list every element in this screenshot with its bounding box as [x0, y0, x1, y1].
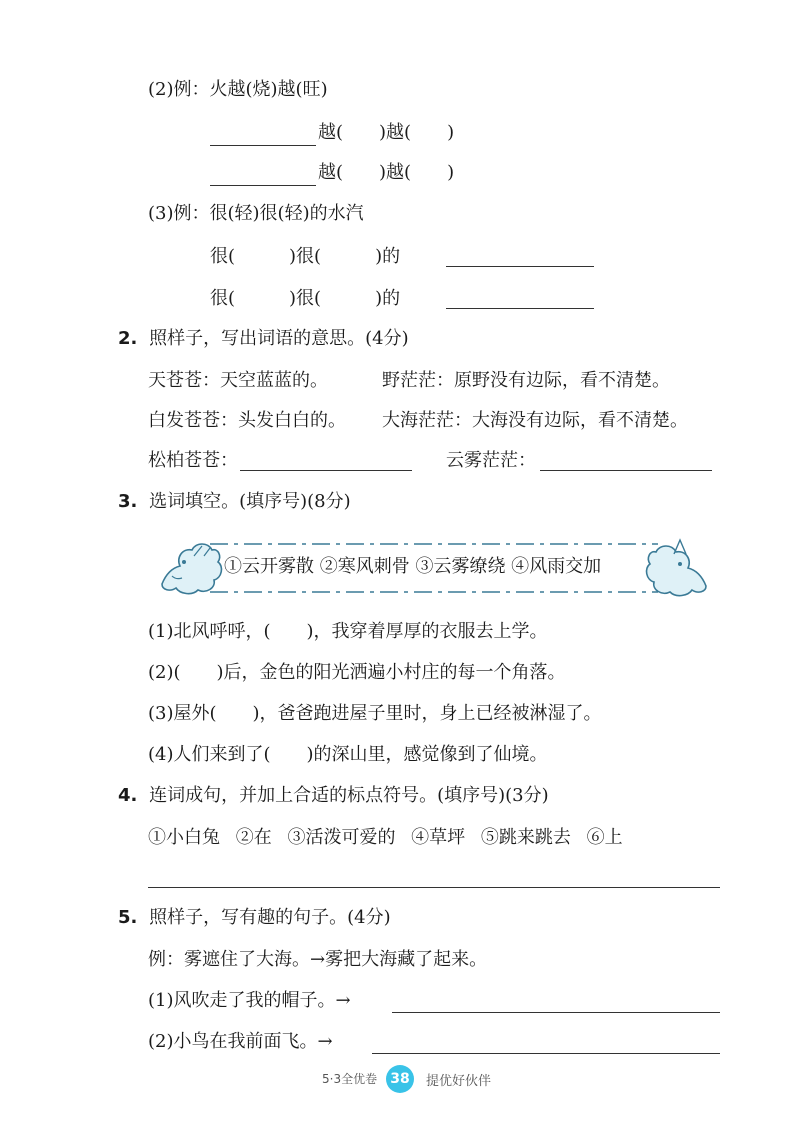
answer-line[interactable] — [392, 1012, 720, 1013]
question-4-heading — [118, 784, 549, 808]
question-title: 连词成句，并加上合适的标点符号。(填序号)(3分) — [149, 785, 549, 806]
sub2-example: (2)例：火越(烧)越(旺) — [148, 79, 328, 100]
page-number-badge: 38 — [386, 1065, 414, 1093]
question-number: 4. — [118, 785, 138, 806]
q2-prompt-2: 云雾茫茫： — [446, 450, 536, 471]
sub2-row-2: 越( )越( ) — [318, 162, 455, 183]
question-title: 照样子，写有趣的句子。(4分) — [149, 907, 391, 928]
question-title: 选词填空。(填序号)(8分) — [149, 491, 351, 512]
answer-blank[interactable] — [210, 145, 316, 146]
q5-item-2: (2)小鸟在我前面飞。→ — [148, 1031, 333, 1052]
q4-word-list: ①小白兔 ②在 ③活泼可爱的 ④草坪 ⑤跳来跳去 ⑥上 — [148, 827, 623, 848]
q5-example: 例：雾遮住了大海。→雾把大海藏了起来。 — [148, 949, 488, 970]
question-5-heading — [118, 906, 391, 930]
page-footer — [0, 1065, 800, 1095]
answer-blank[interactable] — [446, 266, 594, 267]
q5-item-1: (1)风吹走了我的帽子。→ — [148, 990, 351, 1011]
question-number: 3. — [118, 491, 138, 512]
q2-example-1a: 天苍苍：天空蓝蓝的。 — [148, 370, 328, 391]
answer-blank[interactable] — [540, 470, 712, 471]
sub3-example: (3)例：很(轻)很(轻)的水汽 — [148, 203, 364, 224]
q3-item-2: (2)( )后，金色的阳光洒遍小村庄的每一个角落。 — [148, 662, 566, 683]
answer-line[interactable] — [372, 1053, 720, 1054]
q2-example-2a: 白发苍苍：头发白白的。 — [148, 410, 346, 431]
q3-item-4: (4)人们来到了( )的深山里，感觉像到了仙境。 — [148, 744, 548, 765]
question-number: 2. — [118, 328, 138, 349]
word-bank-text: ①云开雾散 ②寒风刺骨 ③云雾缭绕 ④风雨交加 — [224, 556, 602, 577]
answer-blank[interactable] — [210, 185, 316, 186]
word-bank-banner — [158, 536, 710, 598]
q2-example-1b: 野茫茫：原野没有边际，看不清楚。 — [382, 370, 670, 391]
sub3-row-1: 很( )很( )的 — [210, 246, 401, 267]
answer-blank[interactable] — [446, 308, 594, 309]
footer-series-name: 5·3全优卷 — [322, 1072, 378, 1086]
answer-line[interactable] — [148, 887, 720, 888]
sub3-row-2: 很( )很( )的 — [210, 288, 401, 309]
q3-item-3: (3)屋外( )，爸爸跑进屋子里时，身上已经被淋湿了。 — [148, 703, 602, 724]
question-2-heading — [118, 327, 409, 351]
answer-blank[interactable] — [240, 470, 412, 471]
q3-item-1: (1)北风呼呼，( )，我穿着厚厚的衣服去上学。 — [148, 621, 548, 642]
q2-example-2b: 大海茫茫：大海没有边际，看不清楚。 — [382, 410, 688, 431]
sub2-row-1: 越( )越( ) — [318, 122, 455, 143]
q2-prompt-1: 松柏苍苍： — [148, 450, 238, 471]
question-3-heading — [118, 490, 351, 514]
question-title: 照样子，写出词语的意思。(4分) — [149, 328, 409, 349]
question-number: 5. — [118, 907, 138, 928]
footer-slogan: 提优好伙伴 — [426, 1074, 492, 1089]
